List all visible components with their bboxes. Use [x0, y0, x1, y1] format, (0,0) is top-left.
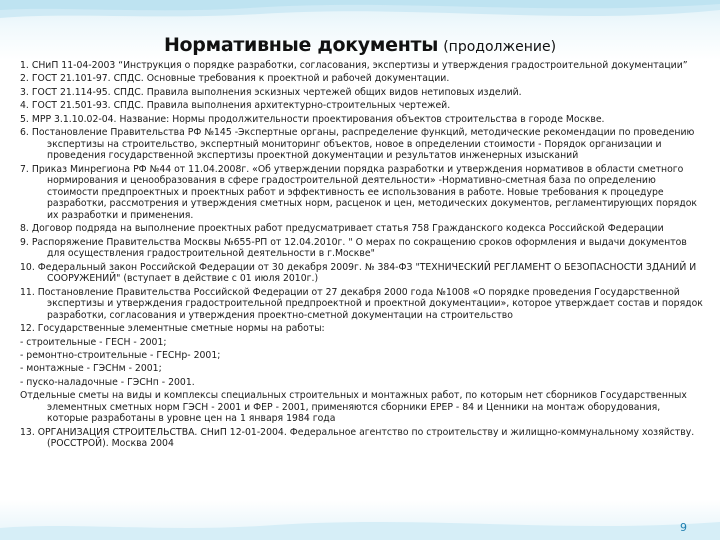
list-item: 11. Постановление Правительства Российской Федерации от 27 декабря 2000 года №1008 «О порядке проведения Государственной экспертизы и утверждения градостроительной предпроектной и проектной документации», которое утверждает состав и порядок разработки, согласования и утверждения проектно-сметной документации на строительство — [20, 286, 703, 321]
document-list — [20, 60, 704, 452]
list-item: 8. Договор подряда на выполнение проектных работ предусматривает статья 758 Гражданского кодекса Российской Федерации — [20, 223, 664, 235]
list-item: 3. ГОСТ 21.114-95. СПДС. Правила выполнения эскизных чертежей общих видов нетиповых изделий. — [20, 86, 522, 98]
footer-wave-decoration — [0, 500, 720, 540]
list-item: Отдельные сметы на виды и комплексы специальных строительных и монтажных работ, по которым нет сборников Государственных элементных сметных норм ГЭСН - 2001 и ФЕР - 2001, применяются сборники ЕРЕР - 84 и Ценники на монтаж оборудования, которые разработаны в уровне цен на 1 января 1984 года — [20, 390, 687, 425]
list-item: 10. Федеральный закон Российской Федерации от 30 декабря 2009г. № 384-ФЗ "ТЕХНИЧЕСКИЙ РЕГЛАМЕНТ О БЕЗОПАСНОСТИ ЗДАНИЙ И СООРУЖЕНИЙ" (вступает в действие с 01 июля 2010г.) — [20, 261, 697, 285]
list-item: - строительные - ГЕСН - 2001; — [20, 336, 167, 348]
list-item: 5. МРР 3.1.10.02-04. Название: Нормы продолжительности проектирования объектов строительства в городе Москве. — [20, 113, 605, 125]
list-item: 2. ГОСТ 21.101-97. СПДС. Основные требования к проектной и рабочей документации. — [20, 73, 450, 85]
list-item: 9. Распоряжение Правительства Москвы №655-РП от 12.04.2010г. " О мерах по сокращению сроков оформления и выдачи документов для осуществления градостроительной деятельности в г.Москве" — [20, 236, 687, 260]
list-item: - монтажные - ГЭСНм - 2001; — [20, 363, 162, 375]
list-item: 1. СНиП 11-04-2003 “Инструкция о порядке разработки, согласования, экспертизы и утверждения градостроительной документации” — [20, 60, 688, 71]
page-number: 9 — [680, 521, 687, 534]
list-item: 12. Государственные элементные сметные нормы на работы: — [20, 323, 325, 335]
title-subtitle: (продолжение) — [443, 39, 557, 55]
list-item: 6. Постановление Правительства РФ №145 -Экспертные органы, распределение функций, методические рекомендации по проведению экспертизы на строительство, экспертный мониторинг объектов, новое в определении стоимости - Порядок организации и проведения государственной экспертизы проектной документации и результатов инженерных изысканий — [20, 126, 695, 162]
list-item: 4. ГОСТ 21.501-93. СПДС. Правила выполнения архитектурно-строительных чертежей. — [20, 100, 451, 112]
list-item: 7. Приказ Минрегиона РФ №44 от 11.04.2008г. «Об утверждении порядка разработки и утверждения нормативов в области сметного нормирования и ценообразования в сфере градостроительной деятельности» -Нормативно-сметная база по определению стоимости предпроектных и проектных работ и эффективность ее использования в работе. Новые требования к процедуре разработки, рассмотрения и утверждения сметных норм, расценок и цен, методических документов, регламентирующих порядок их разработки и применения. — [20, 163, 698, 221]
list-item: 13. ОРГАНИЗАЦИЯ СТРОИТЕЛЬСТВА. СНиП 12-01-2004. Федеральное агентство по строительству и жилищно-коммунальному хозяйству. (РОССТРОЙ). Москва 2004 — [20, 426, 695, 450]
slide-title — [0, 34, 720, 56]
title-main: Нормативные документы — [163, 34, 439, 56]
list-item: - пуско-наладочные - ГЭСНп - 2001. — [20, 376, 195, 388]
list-item: - ремонтно-строительные - ГЕСНр- 2001; — [20, 350, 221, 362]
